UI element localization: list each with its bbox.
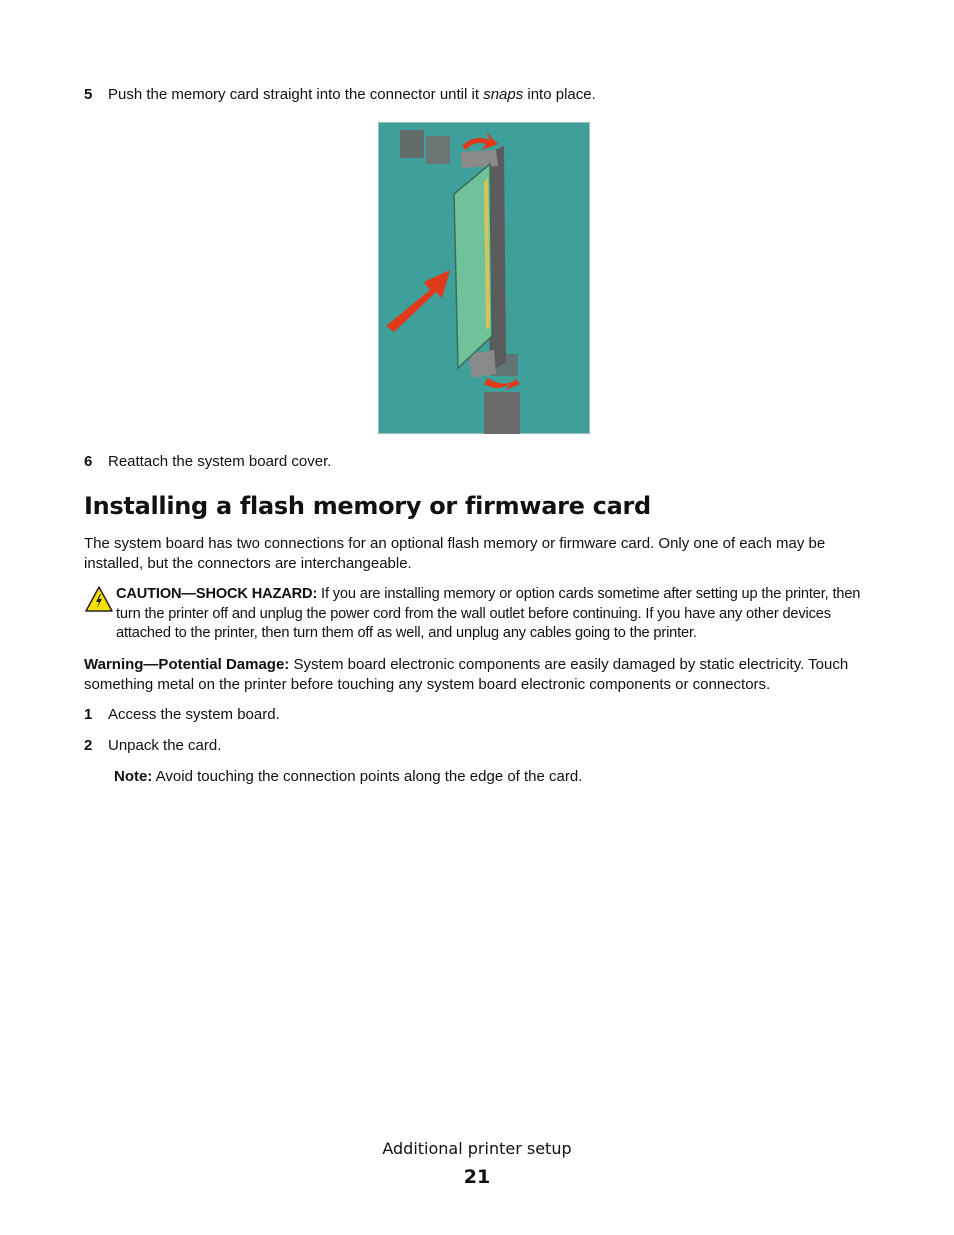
board-component [400,130,424,158]
step-number: 6 [84,453,93,470]
warning-paragraph [84,655,874,694]
step-text: Reattach the system board cover. [108,453,332,470]
step-1 [84,706,280,723]
step-number: 1 [84,706,93,723]
step-number: 5 [84,86,93,103]
warning-text: System board electronic components are easily damaged by static electricity. Touch something metal on the printer before touching any system board electronic components or connectors. [84,656,849,693]
step-text: Push the memory card straight into the connector until it snaps into place. [108,86,596,103]
step-6 [84,453,331,470]
step-text: Unpack the card. [108,737,222,754]
caution-text: CAUTION—SHOCK HAZARD: If you are installing memory or option cards sometime after setting up the printer, then turn the printer off and unplug the power cord from the wall outlet before continuing. If you have any other devices attached to the printer, then turn them off as well, and unplug any cables going to the printer. [116,586,861,641]
intro-paragraph: The system board has two connections for an optional flash memory or firmware card. Only one of each may be installed, but the connectors are interchangeable. [84,535,826,572]
top-latch [460,150,498,168]
step-number: 2 [84,737,93,754]
board-component [426,136,450,164]
section-heading: Installing a flash memory or firmware card [84,492,651,520]
step-2 [84,737,221,754]
step-5 [84,86,596,103]
step-text: Access the system board. [108,706,280,723]
board-component [484,392,520,434]
note-label: Note: [114,768,153,785]
warning-label: Warning—Potential Damage: [84,656,290,673]
page-number: 21 [463,1166,491,1188]
footer-section-title: Additional printer setup [382,1139,572,1158]
shock-hazard-icon [84,585,114,613]
note [114,768,582,785]
memory-card-install-illustration [378,122,590,434]
note-text: Avoid touching the connection points along the edge of the card. [152,768,583,785]
